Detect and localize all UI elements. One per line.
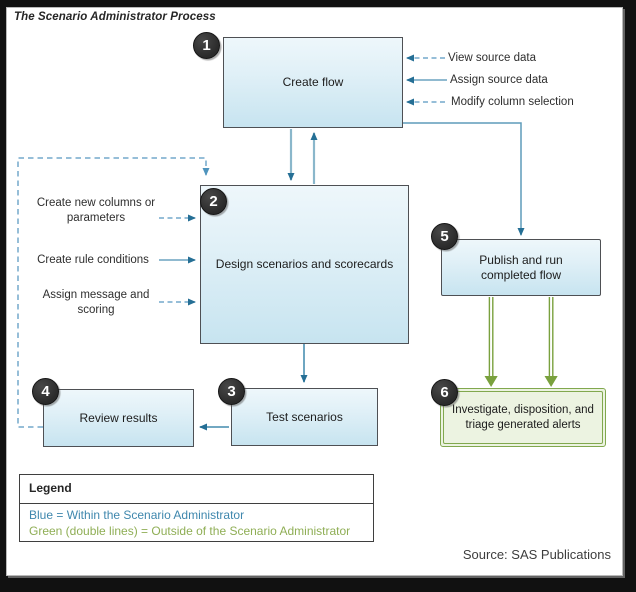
legend-body [20, 504, 373, 542]
legend-item-green: Green (double lines) = Outside of the Scenario Administrator [29, 524, 351, 538]
step-6-badge: 6 [431, 379, 458, 406]
step-4-label: Review results [79, 410, 158, 425]
annotation-create-rule-conditions: Create rule conditions [37, 254, 149, 266]
green-double-arrow-right [545, 297, 558, 387]
legend-item-blue: Blue = Within the Scenario Administrator [29, 508, 245, 522]
step-3-badge: 3 [218, 378, 245, 405]
step-6-inner [443, 391, 603, 444]
step-5-badge: 5 [431, 223, 458, 250]
step-5-label: Publish and run completed flow [479, 252, 563, 282]
connector-createflow-to-publish [403, 123, 521, 235]
step-box-test-scenarios [227, 383, 378, 446]
diagram-title: The Scenario Administrator Process [14, 11, 216, 23]
annotation-assign-source-data: Assign source data [450, 74, 548, 86]
step-1-badge: 1 [193, 32, 220, 59]
legend-title: Legend [20, 475, 373, 504]
diagram-stage [7, 8, 622, 575]
step-box-create-flow [202, 37, 403, 128]
annotation-assign-message-scoring: Assign message and scoring [42, 289, 150, 316]
step-box-publish-run [440, 228, 601, 296]
step-box-investigate-alerts [440, 384, 606, 447]
step-3-label: Test scenarios [266, 409, 343, 424]
step-6-label: Investigate, disposition, and triage generated alerts [452, 403, 594, 431]
legend-box [19, 474, 374, 542]
annotation-modify-column-selection: Modify column selection [451, 96, 574, 108]
step-box-design-scenarios [200, 185, 409, 344]
diagram-panel [6, 7, 623, 576]
step-4-badge: 4 [32, 378, 59, 405]
green-double-arrow-left [485, 297, 498, 387]
step-box-review-results [41, 383, 194, 447]
step-2-label: Design scenarios and scorecards [215, 257, 394, 271]
step-1-label: Create flow [282, 75, 344, 89]
annotation-view-source-data: View source data [448, 52, 537, 64]
source-credit: Source: SAS Publications [462, 547, 611, 562]
annotation-create-new-columns: Create new columns or parameters [36, 197, 156, 224]
step-2-badge: 2 [200, 188, 227, 215]
